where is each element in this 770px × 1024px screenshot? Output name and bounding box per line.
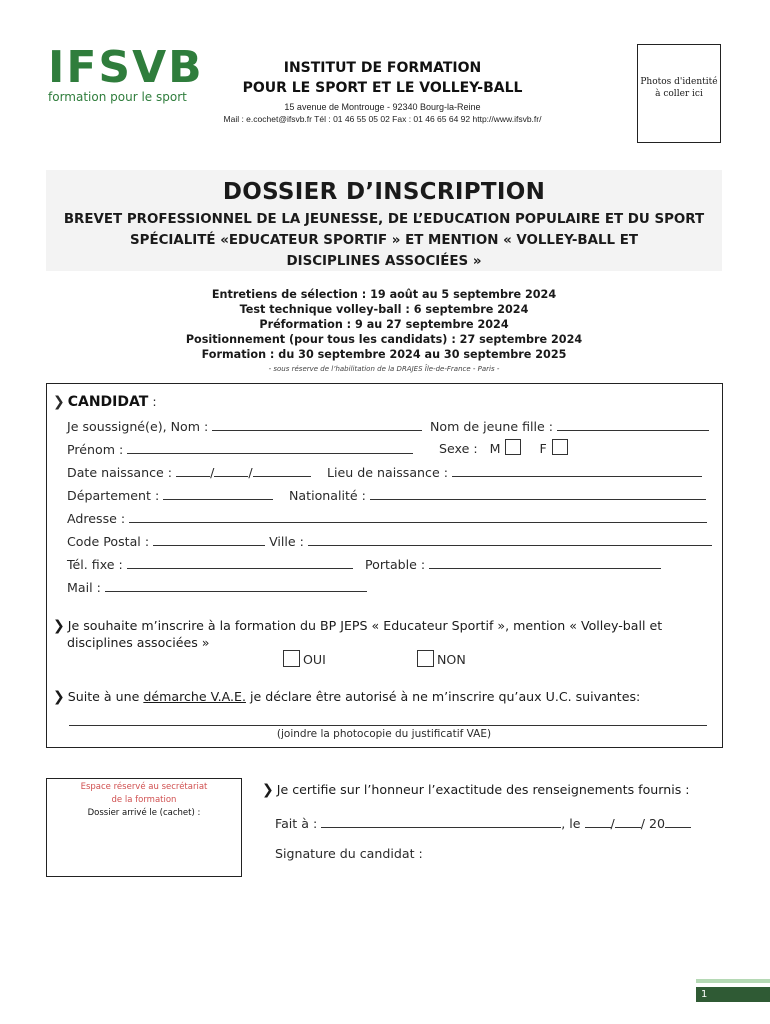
lieu-naissance-label: Lieu de naissance : bbox=[327, 465, 448, 480]
date-line: Formation : du 30 septembre 2024 au 30 septembre 2025 bbox=[201, 348, 567, 361]
date-naissance-label: Date naissance : bbox=[67, 465, 173, 480]
nom-jeune-fille-field[interactable] bbox=[557, 418, 709, 431]
formation-question-cont bbox=[67, 635, 210, 650]
adresse-field[interactable] bbox=[129, 510, 707, 523]
sexe-f-checkbox[interactable] bbox=[552, 439, 568, 455]
secretariat-box bbox=[46, 778, 242, 877]
code-postal-field[interactable] bbox=[153, 533, 265, 546]
signature-label: Signature du candidat : bbox=[275, 846, 423, 861]
secretariat-line3: Dossier arrivé le (cachet) : bbox=[87, 808, 201, 818]
prenom-label: Prénom : bbox=[67, 442, 124, 457]
nom-jeune-fille-label: Nom de jeune fille : bbox=[430, 419, 554, 434]
mail-label: Mail : bbox=[67, 580, 101, 595]
mail-field[interactable] bbox=[105, 579, 367, 592]
vae-text-post: je déclare être autorisé à ne m’inscrire qu’aux U.C. suivantes: bbox=[245, 689, 641, 704]
row-nom-jf bbox=[430, 418, 709, 434]
row-code-postal bbox=[67, 533, 712, 549]
row-tel-fixe bbox=[67, 556, 353, 572]
ville-label: Ville : bbox=[269, 534, 304, 549]
page-number-accent bbox=[696, 979, 770, 983]
nom-field[interactable] bbox=[212, 418, 422, 431]
nationalite-label: Nationalité : bbox=[289, 488, 366, 503]
departement-label: Département : bbox=[67, 488, 160, 503]
choice-oui bbox=[283, 650, 326, 667]
certification-statement bbox=[262, 782, 690, 798]
sexe-label: Sexe : bbox=[439, 441, 478, 456]
le-label: , le bbox=[561, 816, 581, 831]
cert-month-field[interactable] bbox=[615, 815, 641, 828]
page-number: 1 bbox=[696, 987, 770, 1002]
certification-text: Je certifie sur l’honneur l’exactitude des renseignements fournis : bbox=[276, 782, 690, 797]
subtitle-line: BREVET PROFESSIONNEL DE LA JEUNESSE, DE L’EDUCATION POPULAIRE ET DU SPORT bbox=[63, 212, 705, 227]
uc-field[interactable] bbox=[69, 725, 707, 726]
vae-note: (joindre la photocopie du justificatif VAE) bbox=[276, 728, 492, 740]
institute-name-line2: POUR LE SPORT ET LE VOLLEY-BALL bbox=[242, 80, 523, 96]
chevron-right-icon: ❯ bbox=[53, 689, 65, 705]
lieu-naissance-field[interactable] bbox=[452, 464, 702, 477]
row-nom bbox=[67, 418, 422, 434]
row-adresse bbox=[67, 510, 707, 526]
sexe-m-label: M bbox=[489, 441, 501, 456]
row-mail bbox=[67, 579, 367, 595]
code-postal-label: Code Postal : bbox=[67, 534, 150, 549]
title-band bbox=[46, 170, 722, 271]
document-title: DOSSIER D’INSCRIPTION bbox=[222, 179, 546, 205]
formation-question-line1: Je souhaite m’inscrire à la formation du BP JEPS « Educateur Sportif », mention « Volley-ball et bbox=[67, 618, 663, 633]
non-label: NON bbox=[437, 652, 466, 667]
row-date-naissance: Date naissance : / / bbox=[67, 464, 311, 480]
tel-fixe-label: Tél. fixe : bbox=[67, 557, 123, 572]
row-portable bbox=[365, 556, 661, 572]
dates-footnote: - sous réserve de l’habilitation de la DRAJES Île-de-France - Paris - bbox=[268, 365, 500, 373]
formation-question bbox=[53, 618, 662, 634]
schedule-dates bbox=[46, 287, 722, 377]
photo-placeholder bbox=[637, 44, 721, 143]
tel-fixe-field[interactable] bbox=[127, 556, 353, 569]
prenom-field[interactable] bbox=[127, 441, 413, 454]
birth-day-field[interactable] bbox=[176, 464, 210, 477]
ville-field[interactable] bbox=[308, 533, 712, 546]
institute-name-line1: INSTITUT DE FORMATION bbox=[283, 60, 482, 76]
birth-year-field[interactable] bbox=[253, 464, 311, 477]
chevron-right-icon: ❯ bbox=[262, 782, 274, 798]
date-line: Préformation : 9 au 27 septembre 2024 bbox=[259, 318, 509, 331]
date-line: Entretiens de sélection : 19 août au 5 septembre 2024 bbox=[211, 288, 557, 301]
logo-tagline: formation pour le sport bbox=[48, 90, 187, 104]
document-subtitle bbox=[46, 209, 722, 272]
row-sexe bbox=[439, 439, 568, 456]
portable-label: Portable : bbox=[365, 557, 426, 572]
cert-day-field[interactable] bbox=[585, 815, 611, 828]
nom-label: Je soussigné(e), Nom : bbox=[67, 419, 209, 434]
year-prefix: / 20 bbox=[640, 816, 666, 831]
subtitle-line: SPÉCIALITÉ «EDUCATEUR SPORTIF » ET MENTION « VOLLEY-BALL ET bbox=[130, 233, 638, 248]
fait-a-field[interactable] bbox=[321, 815, 561, 828]
cert-year-field[interactable] bbox=[665, 815, 691, 828]
fait-a-label: Fait à : bbox=[275, 816, 318, 831]
institute-header bbox=[200, 58, 565, 124]
institute-address: 15 avenue de Montrouge - 92340 Bourg-la-Reine bbox=[284, 102, 481, 112]
oui-checkbox[interactable] bbox=[283, 650, 300, 667]
oui-label: OUI bbox=[303, 652, 326, 667]
candidate-heading bbox=[53, 394, 157, 410]
secretariat-line2: de la formation bbox=[111, 795, 177, 805]
portable-field[interactable] bbox=[429, 556, 661, 569]
row-departement bbox=[67, 487, 273, 503]
photo-label-line2: à coller ici bbox=[655, 89, 703, 99]
row-prenom bbox=[67, 441, 413, 457]
photo-label-line1: Photos d'identité bbox=[640, 77, 718, 87]
non-checkbox[interactable] bbox=[417, 650, 434, 667]
date-line: Positionnement (pour tous les candidats) : 27 septembre 2024 bbox=[185, 333, 583, 346]
candidate-section bbox=[46, 383, 723, 748]
row-nationalite bbox=[289, 487, 706, 503]
vae-question bbox=[53, 689, 640, 705]
adresse-label: Adresse : bbox=[67, 511, 126, 526]
logo-wordmark: IFSVB bbox=[48, 42, 204, 93]
vae-link: démarche V.A.E. bbox=[143, 689, 246, 704]
birth-month-field[interactable] bbox=[214, 464, 248, 477]
ifsvb-logo bbox=[48, 42, 204, 104]
candidate-heading-label: CANDIDAT bbox=[67, 394, 149, 410]
subtitle-line: DISCIPLINES ASSOCIÉES » bbox=[286, 254, 482, 269]
row-lieu-naissance bbox=[327, 464, 702, 480]
formation-question-line2: disciplines associées » bbox=[67, 635, 210, 650]
date-line: Test technique volley-ball : 6 septembre 2024 bbox=[239, 303, 529, 316]
chevron-right-icon: ❯ bbox=[53, 618, 65, 634]
sexe-f-label: F bbox=[539, 441, 547, 456]
sexe-m-checkbox[interactable] bbox=[505, 439, 521, 455]
secretariat-line1: Espace réservé au secrétariat bbox=[80, 782, 208, 792]
nationalite-field[interactable] bbox=[370, 487, 706, 500]
choice-non bbox=[417, 650, 466, 667]
departement-field[interactable] bbox=[163, 487, 273, 500]
institute-contact: Mail : e.cochet@ifsvb.fr Tél : 01 46 55 05 02 Fax : 01 46 65 64 92 http://www.ifsvb.fr/ bbox=[223, 114, 542, 124]
chevron-right-icon: ❯ bbox=[53, 394, 65, 410]
vae-text-pre: Suite à une bbox=[67, 689, 144, 704]
candidate-heading-colon: : bbox=[148, 394, 157, 409]
row-fait-a: Fait à : , le / / 20 bbox=[275, 815, 691, 831]
